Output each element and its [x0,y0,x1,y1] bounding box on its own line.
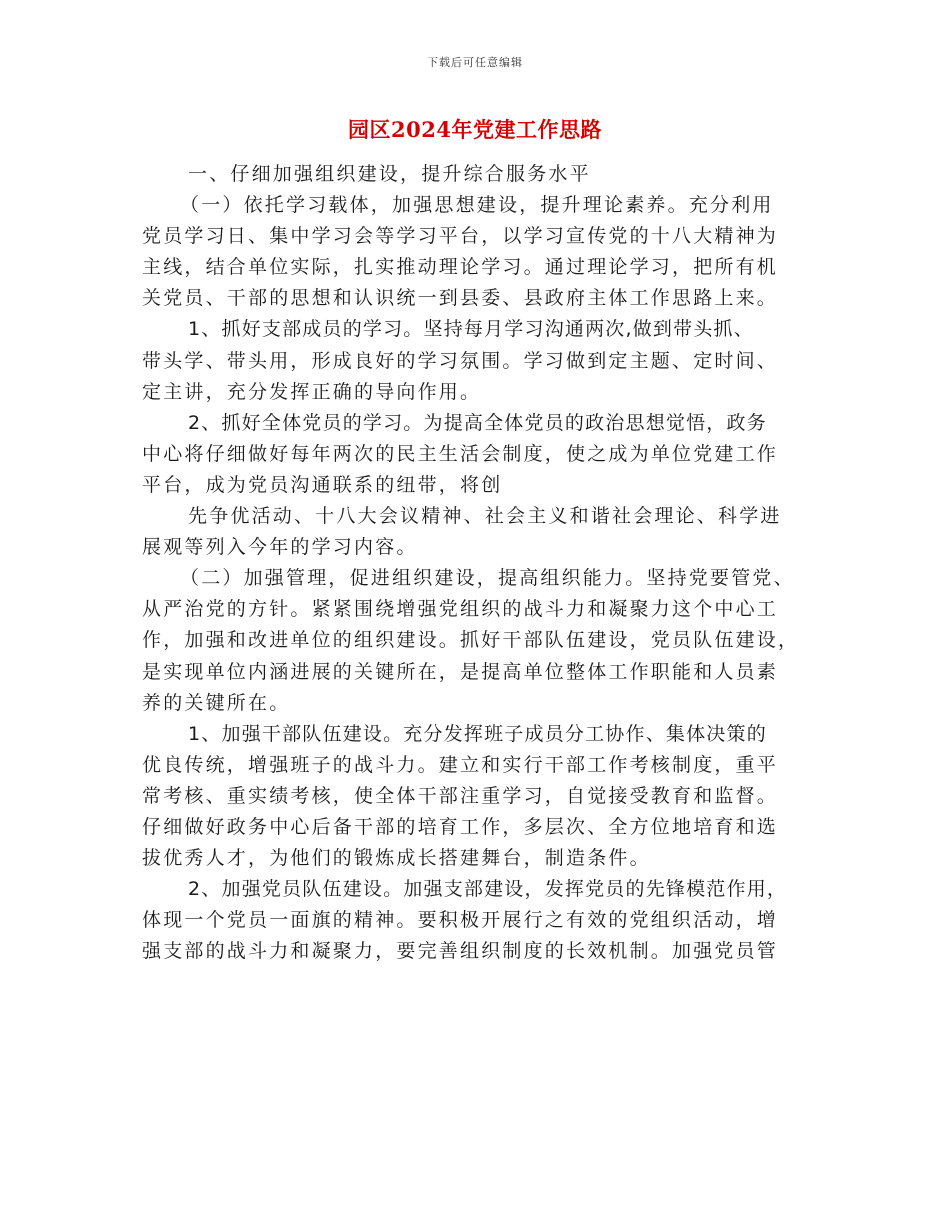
paragraph-line: 养的关键所在。 [142,691,291,714]
paragraph-line: 从严治党的方针。紧紧围绕增强党组织的战斗力和凝聚力这个中心工 [142,598,779,621]
paragraph-line: 中心将仔细做好每年两次的民主生活会制度，使之成为单位党建工作 [142,442,779,465]
paragraph-line: 优良传统，增强班子的战斗力。建立和实行干部工作考核制度，重平 [142,753,779,776]
paragraph-line: （一）依托学习载体，加强思想建设，提升理论素养。充分利用 [180,194,774,217]
page-header: 下载后可任意编辑 [427,56,523,69]
paragraph-line: 带头学、带头用，形成良好的学习氛围。学习做到定主题、定时间、 [142,349,779,372]
paragraph-line: 体现一个党员一面旗的精神。要积极开展行之有效的党组织活动，增 [142,909,779,932]
paragraph-line: 常考核、重实绩考核，使全体干部注重学习，自觉接受教育和监督。 [142,784,779,807]
paragraph-line: 是实现单位内涵进展的关键所在，是提高单位整体工作职能和人员素 [142,660,779,683]
paragraph-line: 党员学习日、集中学习会等学习平台，以学习宣传党的十八大精神为 [142,225,779,248]
paragraph-line: 1、加强干部队伍建设。充分发挥班子成员分工协作、集体决策的 [188,722,767,745]
paragraph-line: 主线，结合单位实际，扎实推动理论学习。通过理论学习，把所有机 [142,256,779,279]
document-title: 园区2024年党建工作思路 [348,117,602,142]
paragraph-line: 作，加强和改进单位的组织建设。抓好干部队伍建设，党员队伍建设， [142,629,800,652]
paragraph-line: （二）加强管理，促进组织建设，提高组织能力。坚持党要管党、 [180,567,795,590]
paragraph-line: 2、加强党员队伍建设。加强支部建设，发挥党员的先锋模范作用， [188,878,788,901]
paragraph-line: 2、抓好全体党员的学习。为提高全体党员的政治思想觉悟，政务 [188,411,767,434]
paragraph-line: 平台，成为党员沟通联系的纽带，将创 [142,473,503,496]
paragraph-line: 定主讲，充分发挥正确的导向作用。 [142,380,482,403]
section-heading-1: 一、仔细加强组织建设，提升综合服务水平 [188,163,591,185]
paragraph-line: 关党员、干部的思想和认识统一到县委、县政府主体工作思路上来。 [142,287,779,310]
document-body [142,159,817,967]
paragraph-line: 仔细做好政务中心后备干部的培育工作，多层次、全方位地培育和选 [142,815,779,838]
paragraph-line: 先争优活动、十八大会议精神、社会主义和谐社会理论、科学进 [188,505,782,528]
paragraph-line: 1、抓好支部成员的学习。坚持每月学习沟通两次,做到带头抓、 [188,318,754,341]
paragraph-line: 强支部的战斗力和凝聚力，要完善组织制度的长效机制。加强党员管 [142,940,779,963]
paragraph-line: 拔优秀人才，为他们的锻炼成长搭建舞台，制造条件。 [142,847,651,870]
paragraph-line: 展观等列入今年的学习内容。 [142,536,418,559]
